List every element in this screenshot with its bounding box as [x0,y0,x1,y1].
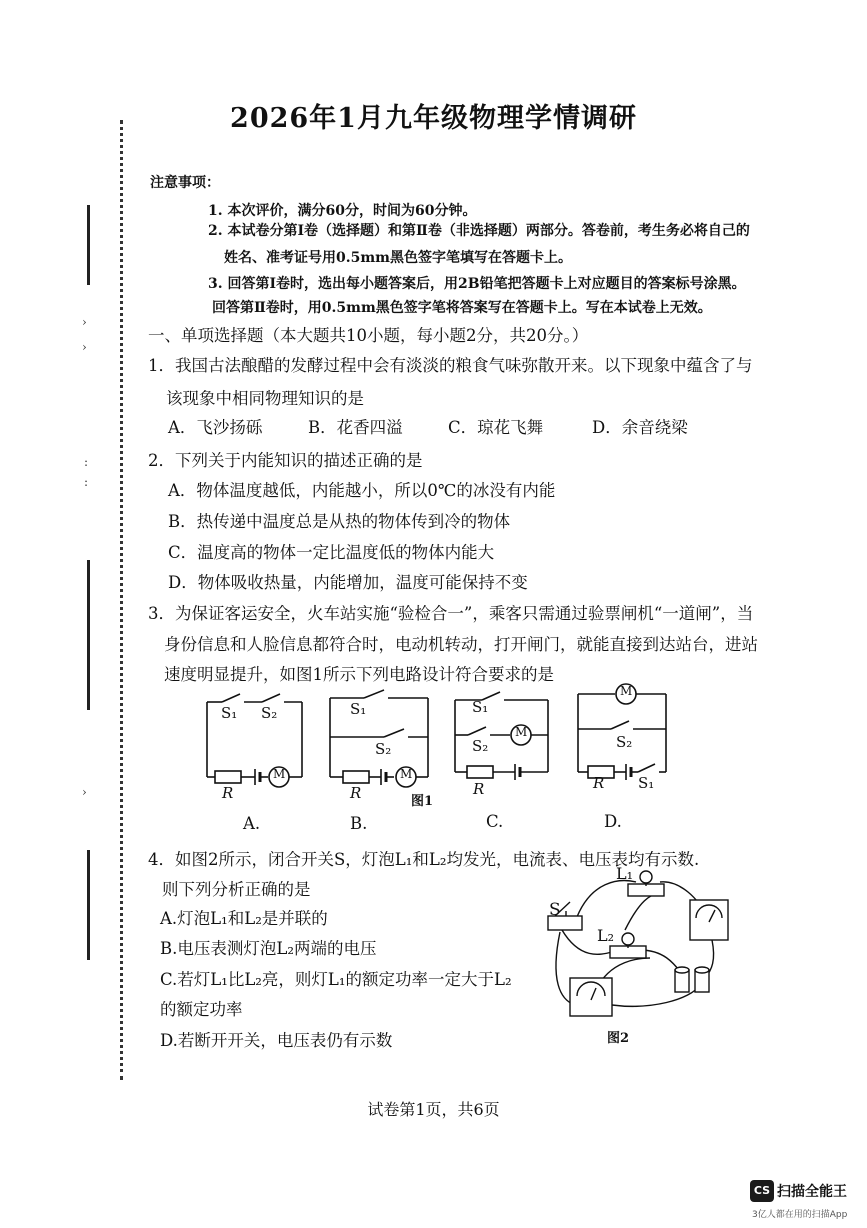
q1-option-d: D．余音绕梁 [592,418,688,437]
figure-1-caption: 图1 [411,794,434,809]
circuit-c-m-label: M [515,725,528,739]
section-heading: 一、单项选择题（本大题共10小题，每小题2分，共20分。） [148,326,589,345]
circuit-a-s1-label: S₁ [221,704,238,722]
question-2-stem: 2．下列关于内能知识的描述正确的是 [148,451,423,470]
q4-option-c: C.若灯L₁比L₂亮，则灯L₁的额定功率一定大于L₂ [160,970,512,989]
figure-2-switch-label: S [549,900,561,920]
figure-2-caption: 图2 [607,1031,630,1046]
figure-2-l1-label: L₁ [616,864,634,883]
circuit-b-s2-label: S₂ [375,740,392,758]
circuit-b-s1-label: S₁ [350,700,367,718]
margin-mark: : [84,475,89,489]
notes-heading: 注意事项： [150,175,220,191]
q4-option-c-continued: 的额定功率 [160,1000,243,1019]
note-item: 回答第Ⅱ卷时，用0.5mm黑色签字笔将答案写在答题卡上。写在本试卷上无效。 [212,300,712,316]
q2-option-a: A．物体温度越低，内能越小，所以0℃的冰没有内能 [168,481,556,500]
circuit-d-m-label: M [620,684,633,698]
circuit-a-s2-label: S₂ [261,704,278,722]
margin-mark: › [82,785,87,799]
q4-option-d: D.若断开开关，电压表仍有示数 [160,1031,393,1050]
q1-option-a: A．飞沙扬砾 [168,418,263,437]
page-footer: 试卷第1页，共6页 [367,1100,500,1119]
question-1-stem: 该现象中相同物理知识的是 [166,389,364,408]
circuit-d-r-label: R [593,774,605,792]
note-item: 1. 本次评价，满分60分，时间为60分钟。 [208,203,477,219]
page-title: 2026年1月九年级物理学情调研 [230,103,637,134]
circuit-c-r-label: R [473,780,485,798]
note-item: 姓名、准考证号用0.5mm黑色签字笔填写在答题卡上。 [224,250,572,266]
q2-option-b: B．热传递中温度总是从热的物体传到冷的物体 [168,512,511,531]
circuit-a-m-label: M [273,767,286,781]
margin-mark: : [84,455,89,469]
circuit-c-s1-label: S₁ [472,698,489,716]
note-item: 2. 本试卷分第Ⅰ卷（选择题）和第Ⅱ卷（非选择题）两部分。答卷前，考生务必将自己的 [208,223,750,239]
circuit-option-c-label: C. [486,812,504,831]
margin-mark: › [82,340,87,354]
circuit-option-d-label: D. [604,812,622,831]
note-item: 3. 回答第Ⅰ卷时，选出每小题答案后，用2B铅笔把答题卡上对应题目的答案标号涂黑。 [208,276,746,292]
circuit-d-s1-label: S₁ [638,774,655,792]
q2-option-c: C．温度高的物体一定比温度低的物体内能大 [168,543,495,562]
question-4-stem: 则下列分析正确的是 [162,880,311,899]
question-1-stem: 1．我国古法酿醋的发酵过程中会有淡淡的粮食气味弥散开来。以下现象中蕴含了与 [148,356,753,375]
question-3-stem: 3．为保证客运安全，火车站实施“验检合一”，乘客只需通过验票闸机“一道闸”，当 [148,604,754,623]
scanner-app-name: 扫描全能王 [777,1184,847,1200]
circuit-d-s2-label: S₂ [616,733,633,751]
figure-2-l2-label: L₂ [597,926,615,945]
q2-option-d: D．物体吸收热量，内能增加，温度可能保持不变 [168,573,528,592]
circuit-b-m-label: M [400,767,413,781]
question-3-stem: 速度明显提升，如图1所示下列电路设计符合要求的是 [164,665,554,684]
scanner-logo-icon: CS [750,1180,774,1202]
question-4-stem: 4．如图2所示，闭合开关S，灯泡L₁和L₂均发光，电流表、电压表均有示数. [148,850,700,869]
circuit-option-b-label: B. [350,814,368,833]
question-3-stem: 身份信息和人脸信息都符合时，电动机转动，打开闸门，就能直接到达站台，进站 [164,635,758,654]
margin-mark: › [82,315,87,329]
q4-option-a: A.灯泡L₁和L₂是并联的 [160,909,328,928]
circuit-c-s2-label: S₂ [472,737,489,755]
q4-option-b: B.电压表测灯泡L₂两端的电压 [160,939,377,958]
circuit-a-r-label: R [222,784,234,802]
circuit-b-r-label: R [350,784,362,802]
circuit-option-a-label: A. [243,814,261,833]
q1-option-c: C．琼花飞舞 [448,418,544,437]
scanner-tagline: 3亿人都在用的扫描App [752,1210,848,1220]
scanner-watermark [750,1180,847,1202]
q1-option-b: B．花香四溢 [308,418,403,437]
